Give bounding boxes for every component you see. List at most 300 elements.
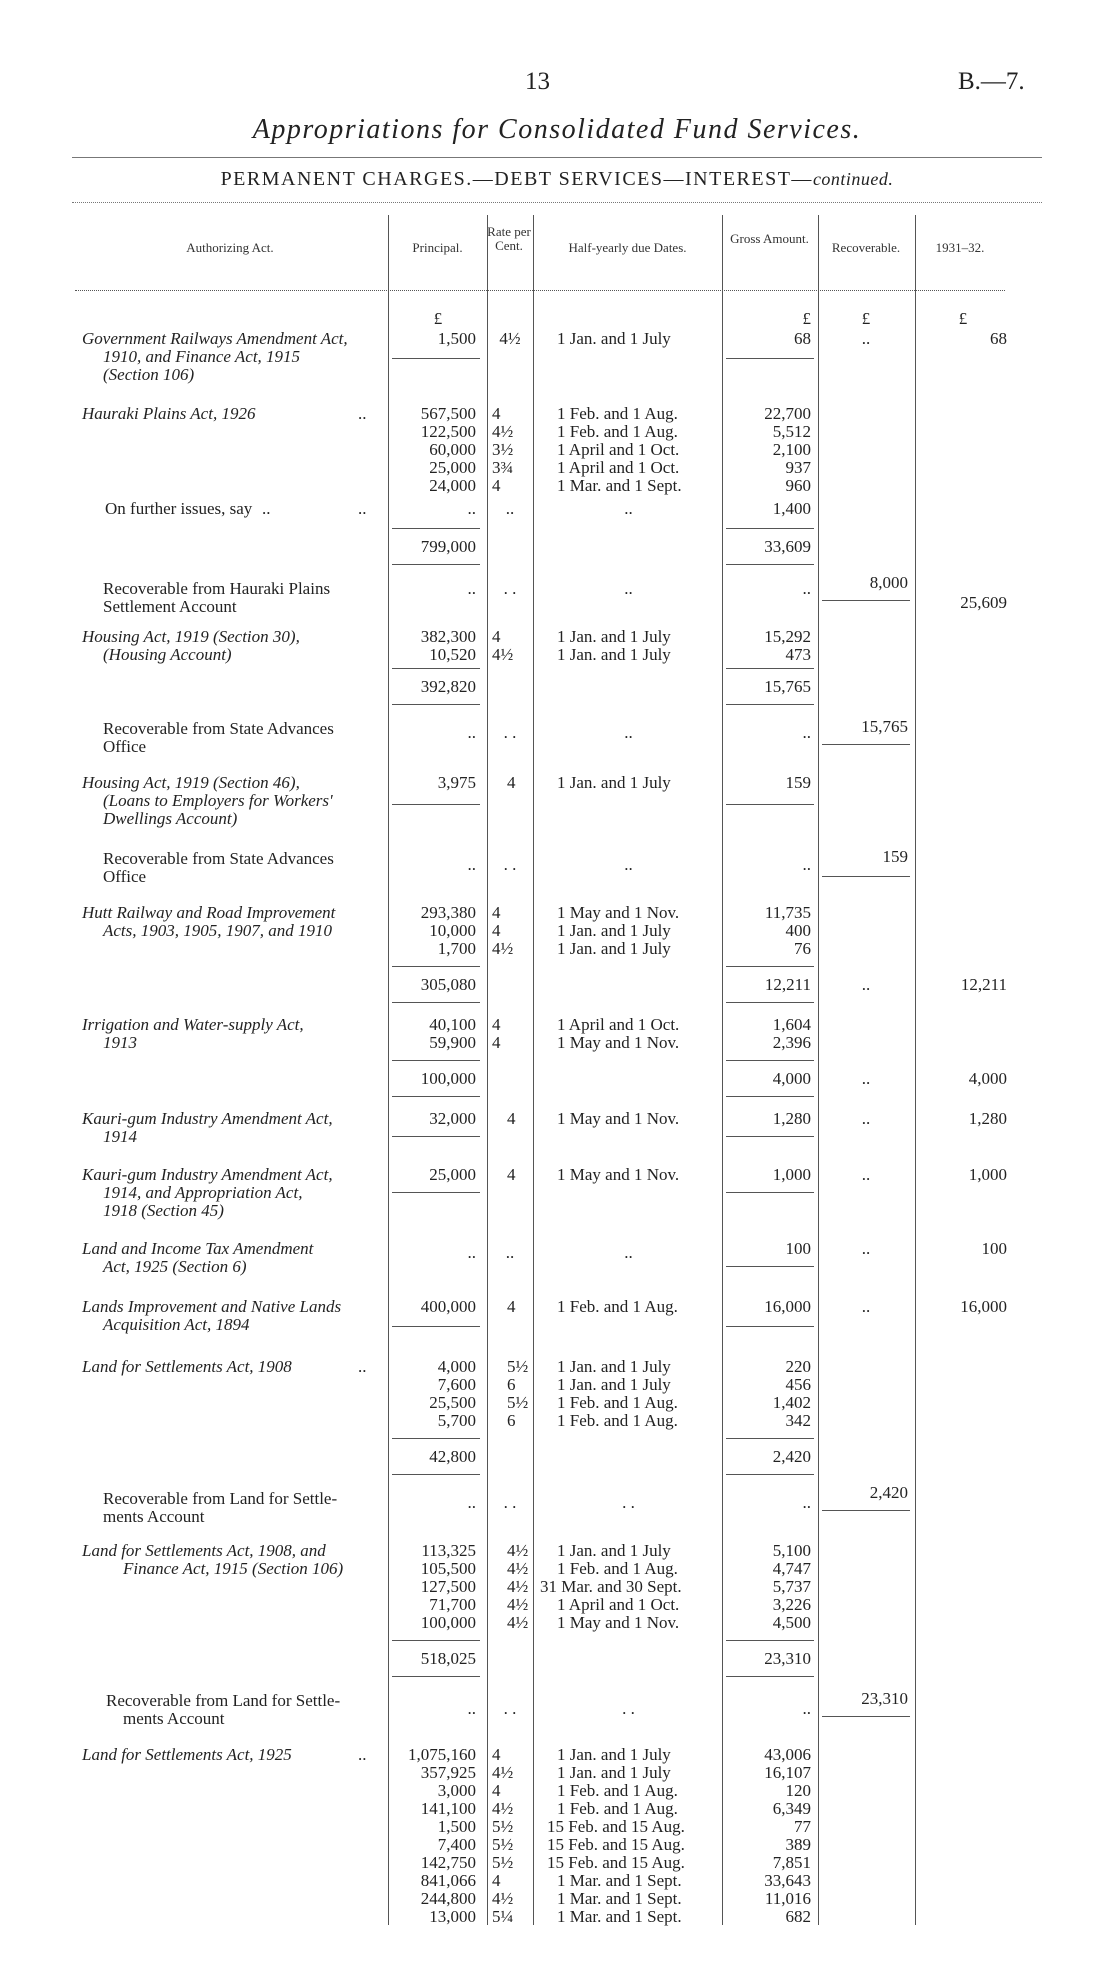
gross-value: 1,000	[772, 1165, 811, 1184]
header-recoverable: Recoverable.	[831, 240, 901, 255]
year-value: 4,000	[968, 1069, 1007, 1088]
principal-total: 392,820	[420, 677, 476, 696]
recoverable-hauraki-line1: Recoverable from Hauraki Plains	[103, 579, 331, 598]
gross-total: 23,310	[764, 1649, 811, 1668]
principal-value: 13,000	[429, 1907, 476, 1926]
currency-principal: £	[433, 309, 443, 328]
recoverable-rule	[822, 1510, 910, 1511]
due-dates: 1 Jan. and 1 July	[557, 1763, 671, 1782]
year-value: 1,280	[968, 1109, 1007, 1128]
rate-value: 5½	[492, 1835, 514, 1854]
act-kauri-gum-line2: 1914	[103, 1127, 137, 1146]
gross-rule	[726, 1266, 814, 1267]
gross-value: 473	[785, 645, 811, 664]
page-number: 13	[525, 68, 550, 95]
gross-value: 960	[785, 476, 811, 495]
principal-dots: ..	[467, 855, 476, 874]
act-housing-s30-line2: (Housing Account)	[103, 645, 232, 664]
gross-value: 5,100	[772, 1541, 811, 1560]
header-gross: Gross Amount.	[730, 231, 809, 246]
due-dates: 1 Mar. and 1 Sept.	[557, 1871, 682, 1890]
principal-value: 293,380	[420, 903, 476, 922]
further-issues-label: On further issues, say	[105, 499, 253, 518]
gross-value: 7,851	[772, 1853, 811, 1872]
principal-rule	[392, 564, 480, 565]
recoverable-rule	[822, 600, 910, 601]
due-dates: 1 Jan. and 1 July	[557, 1375, 671, 1394]
gross-dots: ..	[802, 579, 811, 598]
subtitle-rule	[72, 202, 1042, 203]
principal-value: 400,000	[420, 1297, 476, 1316]
rate-value: 4	[492, 476, 501, 495]
due-dates: 1 May and 1 Nov.	[557, 1165, 680, 1184]
rate-dots: . .	[503, 1699, 517, 1718]
recoverable-rule	[822, 1716, 910, 1717]
gross-dots: ..	[802, 723, 811, 742]
due-dates: 1 Feb. and 1 Aug.	[557, 1411, 678, 1430]
principal-rule	[392, 966, 480, 967]
principal-rule	[392, 358, 480, 359]
gross-rule	[726, 1474, 814, 1475]
act-govt-railways-line2: 1910, and Finance Act, 1915	[103, 347, 301, 366]
gross-value: 11,016	[764, 1889, 811, 1908]
principal-value: 105,500	[420, 1559, 476, 1578]
gross-value: 3,226	[772, 1595, 811, 1614]
principal-total: 799,000	[420, 537, 476, 556]
recoverable-dots: ..	[861, 329, 871, 348]
rate-dots: . .	[503, 723, 517, 742]
gross-rule	[726, 358, 814, 359]
due-dates: 15 Feb. and 15 Aug.	[547, 1817, 685, 1836]
gross-value: 16,107	[764, 1763, 811, 1782]
rate-value: 4	[492, 903, 501, 922]
due-dates: 1 Feb. and 1 Aug.	[557, 1781, 678, 1800]
gross-value: 68	[794, 329, 811, 348]
gross-value: 389	[785, 1835, 811, 1854]
recoverable-dots: ..	[861, 1109, 871, 1128]
recoverable-state-advances-line1: Recoverable from State Advances	[103, 849, 334, 868]
principal-value: 1,700	[437, 939, 476, 958]
gross-value: 5,512	[772, 422, 811, 441]
title-rule	[72, 157, 1042, 158]
rate-dots: ..	[505, 1243, 515, 1262]
due-dates: 1 Jan. and 1 July	[557, 1745, 671, 1764]
act-land-income-tax-line1: Land and Income Tax Amendment	[82, 1239, 314, 1258]
principal-value: 60,000	[429, 440, 476, 459]
rate-value: 5½	[492, 1817, 514, 1836]
due-dates: 1 Mar. and 1 Sept.	[557, 1907, 682, 1926]
principal-value: 59,900	[429, 1033, 476, 1052]
recoverable-value: 23,310	[861, 1689, 908, 1708]
recoverable-rule	[822, 876, 910, 877]
due-dates: 1 Jan. and 1 July	[557, 773, 671, 792]
recoverable-dots: ..	[861, 1069, 871, 1088]
due-dates: 1 Jan. and 1 July	[557, 921, 671, 940]
recoverable-state-advances-line2: Office	[103, 867, 147, 886]
principal-rule	[392, 1326, 480, 1327]
gross-value: 682	[785, 1907, 811, 1926]
principal-total: 518,025	[420, 1649, 476, 1668]
dates-dots: ..	[624, 1243, 633, 1262]
page-title: Appropriations for Consolidated Fund Services.	[252, 114, 862, 145]
principal-rule	[392, 668, 480, 669]
act-govt-railways-line3: (Section 106)	[103, 365, 195, 384]
principal-dots: ..	[467, 1699, 476, 1718]
rate-value: 6	[507, 1375, 516, 1394]
header-act: Authorizing Act.	[186, 240, 274, 255]
rate-value: 4	[492, 627, 501, 646]
rate-value: 6	[507, 1411, 516, 1430]
principal-value: 841,066	[420, 1871, 476, 1890]
due-dates: 1 Jan. and 1 July	[557, 1357, 671, 1376]
rate-value: 4	[507, 773, 516, 792]
rate-value: 4½	[507, 1541, 529, 1560]
due-dates: 15 Feb. and 15 Aug.	[547, 1835, 685, 1854]
act-housing-s46-line3: Dwellings Account)	[103, 809, 238, 828]
rate-dots: ..	[505, 499, 515, 518]
rate-value: 4	[492, 1745, 501, 1764]
section-subtitle	[0, 168, 1114, 191]
rate-value: 4½	[507, 1613, 529, 1632]
gross-rule	[726, 1060, 814, 1061]
gross-value: 16,000	[764, 1297, 811, 1316]
principal-value: 357,925	[420, 1763, 476, 1782]
act-govt-railways-line1: Government Railways Amendment Act,	[82, 329, 348, 348]
rate-value: 4½	[507, 1577, 529, 1596]
rate-value: 5½	[507, 1393, 529, 1412]
column-rule-dates	[533, 215, 534, 1925]
principal-rule	[392, 804, 480, 805]
gross-value: 1,400	[772, 499, 811, 518]
year-value: 25,609	[960, 593, 1007, 612]
gross-value: 1,402	[772, 1393, 811, 1412]
principal-dots: ..	[467, 1493, 476, 1512]
act-irrigation-line2: 1913	[103, 1033, 137, 1052]
act-lands-improvement-line1: Lands Improvement and Native Lands	[82, 1297, 342, 1316]
subtitle-main: PERMANENT CHARGES.—DEBT SERVICES—INTEREST—	[220, 168, 813, 190]
due-dates: 31 Mar. and 30 Sept.	[540, 1577, 682, 1596]
gross-value: 2,396	[772, 1033, 811, 1052]
column-rule-principal	[388, 215, 389, 1925]
act-land-settlements-finance-line2: Finance Act, 1915 (Section 106)	[123, 1559, 344, 1578]
gross-value: 342	[785, 1411, 811, 1430]
principal-value: 3,000	[437, 1781, 476, 1800]
gross-rule	[726, 1136, 814, 1137]
rate-value: 4	[507, 1165, 516, 1184]
gross-value: 22,700	[764, 404, 811, 423]
principal-dots: ..	[467, 1243, 476, 1262]
principal-value: 10,000	[429, 921, 476, 940]
gross-value: 2,100	[772, 440, 811, 459]
dates-dots: ..	[624, 499, 633, 518]
due-dates: 1 April and 1 Oct.	[557, 1595, 680, 1614]
gross-value: 100	[785, 1239, 811, 1258]
leader-dots: ..	[358, 499, 367, 518]
due-dates: 1 Feb. and 1 Aug.	[557, 404, 678, 423]
recoverable-dots: ..	[861, 1297, 871, 1316]
principal-dots: ..	[467, 499, 476, 518]
principal-value: 24,000	[429, 476, 476, 495]
principal-value: 1,075,160	[408, 1745, 476, 1764]
gross-rule	[726, 804, 814, 805]
due-dates: 1 April and 1 Oct.	[557, 458, 680, 477]
gross-rule	[726, 564, 814, 565]
principal-rule	[392, 1060, 480, 1061]
act-kauri-gum-appropriation-line2: 1914, and Appropriation Act,	[103, 1183, 303, 1202]
gross-rule	[726, 1640, 814, 1641]
principal-value: 32,000	[429, 1109, 476, 1128]
dates-dots: ..	[624, 579, 633, 598]
act-hutt-railway-line2: Acts, 1903, 1905, 1907, and 1910	[103, 921, 333, 940]
rate-dots: . .	[503, 579, 517, 598]
rate-value: 5¼	[492, 1907, 514, 1926]
leader-dots: ..	[358, 1357, 367, 1376]
principal-value: 40,100	[429, 1015, 476, 1034]
rate-dots: . .	[503, 855, 517, 874]
rate-value: 4½	[507, 1559, 529, 1578]
principal-value: 141,100	[420, 1799, 476, 1818]
principal-total: 305,080	[420, 975, 476, 994]
recoverable-rule	[822, 744, 910, 745]
rate-value: 4½	[492, 422, 514, 441]
currency-year: £	[958, 309, 968, 328]
principal-value: 25,000	[429, 1165, 476, 1184]
gross-value: 33,643	[764, 1871, 811, 1890]
recoverable-value: 2,420	[869, 1483, 908, 1502]
act-kauri-gum-appropriation-line1: Kauri-gum Industry Amendment Act,	[82, 1165, 333, 1184]
gross-rule	[726, 1192, 814, 1193]
principal-value: 4,000	[437, 1357, 476, 1376]
due-dates: 1 Mar. and 1 Sept.	[557, 1889, 682, 1908]
due-dates: 1 April and 1 Oct.	[557, 1015, 680, 1034]
header-rule	[75, 290, 1005, 291]
act-land-income-tax-line2: Act, 1925 (Section 6)	[103, 1257, 247, 1276]
gross-total: 12,211	[764, 975, 811, 994]
due-dates: 1 Jan. and 1 July	[557, 939, 671, 958]
principal-total: 42,800	[429, 1447, 476, 1466]
gross-rule	[726, 668, 814, 669]
act-hutt-railway-line1: Hutt Railway and Road Improvement	[82, 903, 336, 922]
gross-value: 220	[785, 1357, 811, 1376]
principal-total: 100,000	[420, 1069, 476, 1088]
principal-rule	[392, 1192, 480, 1193]
dates-dots: ..	[624, 723, 633, 742]
currency-gross: £	[802, 309, 811, 328]
due-dates: 1 Feb. and 1 Aug.	[557, 1559, 678, 1578]
act-land-settlements-1908: Land for Settlements Act, 1908	[82, 1357, 292, 1376]
due-dates: 1 Jan. and 1 July	[557, 1541, 671, 1560]
principal-value: 3,975	[437, 773, 476, 792]
gross-rule	[726, 704, 814, 705]
principal-value: 7,600	[437, 1375, 476, 1394]
gross-value: 1,280	[772, 1109, 811, 1128]
due-dates: 1 Feb. and 1 Aug.	[557, 422, 678, 441]
gross-value: 43,006	[764, 1745, 811, 1764]
recoverable-dots: ..	[861, 1165, 871, 1184]
gross-value: 456	[785, 1375, 811, 1394]
rate-value: 5½	[492, 1853, 514, 1872]
header-dates: Half-yearly due Dates.	[568, 240, 687, 255]
rate-value: 4	[507, 1109, 516, 1128]
act-land-settlements-1925: Land for Settlements Act, 1925	[82, 1745, 292, 1764]
principal-value: 122,500	[420, 422, 476, 441]
principal-rule	[392, 704, 480, 705]
year-value: 12,211	[960, 975, 1007, 994]
principal-value: 1,500	[437, 329, 476, 348]
rate-value: 4	[492, 1871, 501, 1890]
due-dates: 1 Feb. and 1 Aug.	[557, 1799, 678, 1818]
recoverable-dots: ..	[861, 975, 871, 994]
principal-value: 7,400	[437, 1835, 476, 1854]
due-dates: 15 Feb. and 15 Aug.	[547, 1853, 685, 1872]
principal-value: 567,500	[420, 404, 476, 423]
gross-value: 77	[794, 1817, 811, 1836]
due-dates: 1 Jan. and 1 July	[557, 329, 671, 348]
gross-rule	[726, 528, 814, 529]
rate-value: 4	[492, 1015, 501, 1034]
page-reference: B.—7.	[958, 68, 1025, 95]
year-value: 16,000	[960, 1297, 1007, 1316]
gross-dots: ..	[802, 855, 811, 874]
rate-value: 5½	[507, 1357, 529, 1376]
act-kauri-gum-line1: Kauri-gum Industry Amendment Act,	[82, 1109, 333, 1128]
gross-total: 15,765	[764, 677, 811, 696]
rate-value: 4½	[492, 1763, 514, 1782]
gross-value: 400	[785, 921, 811, 940]
recoverable-state-advances-line2: Office	[103, 737, 147, 756]
principal-dots: ..	[467, 579, 476, 598]
principal-value: 382,300	[420, 627, 476, 646]
principal-rule	[392, 1136, 480, 1137]
principal-rule	[392, 1640, 480, 1641]
principal-value: 71,700	[429, 1595, 476, 1614]
recoverable-land-settlements-line1: Recoverable from Land for Settle-	[103, 1489, 338, 1508]
currency-recoverable: £	[861, 309, 871, 328]
gross-value: 76	[794, 939, 811, 958]
gross-value: 6,349	[772, 1799, 811, 1818]
dates-dots: . .	[622, 1699, 635, 1718]
gross-value: 4,500	[772, 1613, 811, 1632]
due-dates: 1 May and 1 Nov.	[557, 903, 680, 922]
gross-dots: ..	[802, 1699, 811, 1718]
principal-rule	[392, 1002, 480, 1003]
gross-value: 4,747	[772, 1559, 811, 1578]
rate-value: 4½	[492, 1889, 514, 1908]
rate-value: 4	[492, 404, 501, 423]
act-housing-s46-line2: (Loans to Employers for Workers'	[103, 791, 333, 810]
due-dates: 1 May and 1 Nov.	[557, 1109, 680, 1128]
due-dates: 1 April and 1 Oct.	[557, 440, 680, 459]
gross-value: 5,737	[772, 1577, 811, 1596]
gross-value: 937	[785, 458, 811, 477]
rate-value: 3¾	[492, 458, 514, 477]
recoverable-value: 15,765	[861, 717, 908, 736]
gross-rule	[726, 1438, 814, 1439]
rate-value: 4½	[492, 645, 514, 664]
rate-value: 4	[507, 1297, 516, 1316]
due-dates: 1 May and 1 Nov.	[557, 1033, 680, 1052]
recoverable-land-settlements-line2: ments Account	[103, 1507, 205, 1526]
act-housing-s30-line1: Housing Act, 1919 (Section 30),	[82, 627, 300, 646]
principal-value: 244,800	[420, 1889, 476, 1908]
recoverable-hauraki-line2: Settlement Account	[103, 597, 237, 616]
year-value: 100	[981, 1239, 1007, 1258]
header-principal: Principal.	[412, 240, 463, 255]
rate-value: 4½	[492, 939, 514, 958]
principal-rule	[392, 1096, 480, 1097]
rate-value: 4½	[499, 329, 521, 348]
year-value: 68	[990, 329, 1007, 348]
principal-rule	[392, 1438, 480, 1439]
principal-value: 5,700	[437, 1411, 476, 1430]
gross-dots: ..	[802, 1493, 811, 1512]
rate-value: 4	[492, 1033, 501, 1052]
principal-rule	[392, 1676, 480, 1677]
gross-value: 1,604	[772, 1015, 811, 1034]
column-rule-rate	[487, 215, 488, 1925]
header-year: 1931–32.	[935, 240, 985, 255]
recoverable-value: 8,000	[869, 573, 908, 592]
recoverable-value: 159	[882, 847, 908, 866]
gross-rule	[726, 966, 814, 967]
recoverable-land-settlements-line1: Recoverable from Land for Settle-	[106, 1691, 341, 1710]
principal-value: 113,325	[421, 1541, 476, 1560]
act-irrigation-line1: Irrigation and Water-supply Act,	[82, 1015, 304, 1034]
gross-value: 15,292	[764, 627, 811, 646]
header-rate: Rate per Cent.	[487, 224, 531, 253]
due-dates: 1 May and 1 Nov.	[557, 1613, 680, 1632]
recoverable-land-settlements-line2: ments Account	[123, 1709, 225, 1728]
gross-rule	[726, 1326, 814, 1327]
gross-value: 159	[785, 773, 811, 792]
principal-rule	[392, 528, 480, 529]
gross-total: 33,609	[764, 537, 811, 556]
principal-value: 25,500	[429, 1393, 476, 1412]
principal-value: 127,500	[420, 1577, 476, 1596]
recoverable-dots: ..	[861, 1239, 871, 1258]
act-housing-s46-line1: Housing Act, 1919 (Section 46),	[82, 773, 300, 792]
leader-dots: ..	[262, 499, 271, 518]
due-dates: 1 Feb. and 1 Aug.	[557, 1297, 678, 1316]
gross-rule	[726, 1676, 814, 1677]
rate-value: 3½	[492, 440, 514, 459]
principal-value: 10,520	[429, 645, 476, 664]
gross-total: 2,420	[772, 1447, 811, 1466]
dates-dots: . .	[622, 1493, 635, 1512]
leader-dots: ..	[358, 404, 367, 423]
leader-dots: ..	[358, 1745, 367, 1764]
principal-value: 25,000	[429, 458, 476, 477]
act-lands-improvement-line2: Acquisition Act, 1894	[103, 1315, 250, 1334]
principal-value: 1,500	[437, 1817, 476, 1836]
gross-value: 120	[785, 1781, 811, 1800]
rate-dots: . .	[503, 1493, 517, 1512]
act-hauraki-plains: Hauraki Plains Act, 1926	[82, 404, 256, 423]
subtitle-continued: continued.	[812, 169, 894, 189]
act-kauri-gum-appropriation-line3: 1918 (Section 45)	[103, 1201, 224, 1220]
gross-rule	[726, 1002, 814, 1003]
gross-value: 11,735	[764, 903, 811, 922]
act-land-settlements-finance-line1: Land for Settlements Act, 1908, and	[82, 1541, 326, 1560]
principal-rule	[392, 1474, 480, 1475]
due-dates: 1 Mar. and 1 Sept.	[557, 476, 682, 495]
principal-value: 142,750	[420, 1853, 476, 1872]
rate-value: 4	[492, 1781, 501, 1800]
due-dates: 1 Jan. and 1 July	[557, 627, 671, 646]
recoverable-state-advances-line1: Recoverable from State Advances	[103, 719, 334, 738]
due-dates: 1 Jan. and 1 July	[557, 645, 671, 664]
year-value: 1,000	[968, 1165, 1007, 1184]
